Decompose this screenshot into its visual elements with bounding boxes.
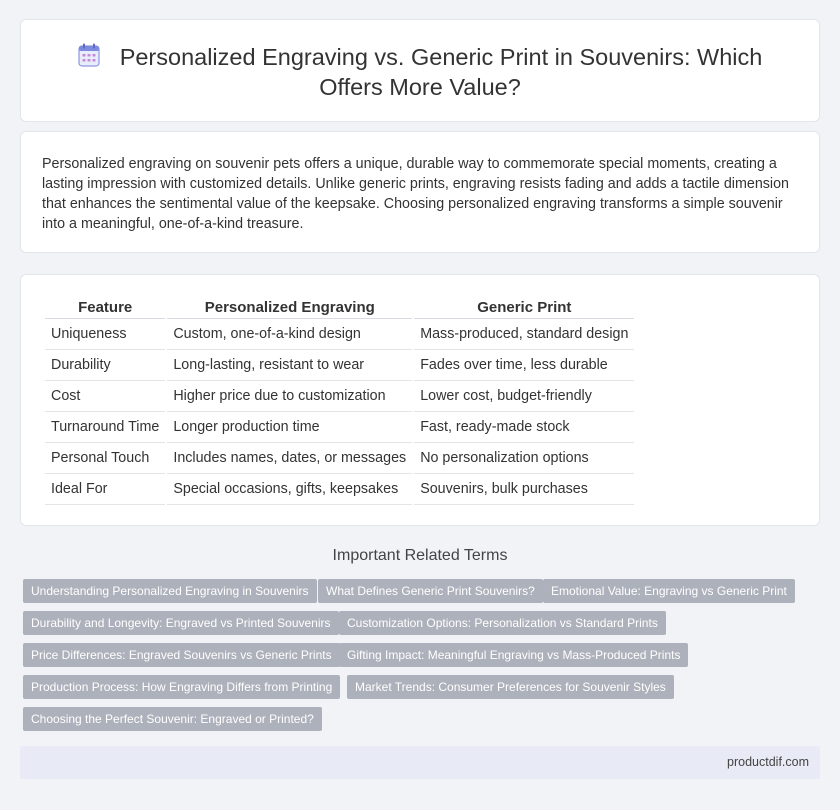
table-cell: Custom, one-of-a-kind design bbox=[167, 319, 412, 350]
table-cell: Long-lasting, resistant to wear bbox=[167, 350, 412, 381]
related-term-tag[interactable]: Production Process: How Engraving Differs from Printing bbox=[23, 675, 340, 699]
table-row bbox=[45, 350, 634, 381]
title-card bbox=[20, 19, 820, 122]
table-cell: Higher price due to customization bbox=[167, 381, 412, 412]
table-row bbox=[45, 474, 634, 505]
table-cell: Longer production time bbox=[167, 412, 412, 443]
table-cell: Mass-produced, standard design bbox=[414, 319, 634, 350]
intro-paragraph: Personalized engraving on souvenir pets offers a unique, durable way to commemorate special moments, creating a lasting impression with customized details. Unlike generic prints, engraving resists fading and adds a tactile dimension that enhances the sentimental value of the keepsake. Choosing personalized engraving transforms a simple souvenir into a meaningful, one-of-a-kind treasure. bbox=[42, 156, 789, 232]
related-term-tag[interactable]: Market Trends: Consumer Preferences for Souvenir Styles bbox=[347, 675, 674, 699]
table-header-row bbox=[45, 296, 634, 319]
table-row bbox=[45, 381, 634, 412]
table-row bbox=[45, 319, 634, 350]
table-cell: Cost bbox=[45, 381, 165, 412]
table-cell: Uniqueness bbox=[45, 319, 165, 350]
comparison-table bbox=[43, 296, 636, 505]
intro-card bbox=[20, 131, 820, 253]
column-header: Generic Print bbox=[414, 296, 634, 319]
related-term-tag[interactable]: Gifting Impact: Meaningful Engraving vs Mass-Produced Prints bbox=[339, 643, 688, 667]
table-cell: Includes names, dates, or messages bbox=[167, 443, 412, 474]
table-cell: No personalization options bbox=[414, 443, 634, 474]
title-line-2: Offers More Value? bbox=[319, 74, 521, 100]
related-term-tag[interactable]: What Defines Generic Print Souvenirs? bbox=[318, 579, 543, 603]
column-header: Personalized Engraving bbox=[167, 296, 412, 319]
related-term-tag[interactable]: Emotional Value: Engraving vs Generic Print bbox=[543, 579, 795, 603]
calendar-icon bbox=[78, 43, 100, 67]
table-cell: Lower cost, budget-friendly bbox=[414, 381, 634, 412]
table-cell: Fast, ready-made stock bbox=[414, 412, 634, 443]
table-cell: Souvenirs, bulk purchases bbox=[414, 474, 634, 505]
comparison-card bbox=[20, 274, 820, 526]
related-term-tag[interactable]: Durability and Longevity: Engraved vs Printed Souvenirs bbox=[23, 611, 339, 635]
related-term-tag[interactable]: Customization Options: Personalization vs Standard Prints bbox=[339, 611, 666, 635]
table-cell: Personal Touch bbox=[45, 443, 165, 474]
table-row bbox=[45, 412, 634, 443]
table-cell: Durability bbox=[45, 350, 165, 381]
title-line-1: Personalized Engraving vs. Generic Print in Souvenirs: Which bbox=[119, 44, 763, 70]
related-terms-heading: Important Related Terms bbox=[332, 547, 508, 564]
table-cell: Ideal For bbox=[45, 474, 165, 505]
related-term-tag[interactable]: Price Differences: Engraved Souvenirs vs Generic Prints bbox=[23, 643, 340, 667]
column-header: Feature bbox=[45, 296, 165, 319]
site-link[interactable]: productdif.com bbox=[727, 755, 809, 769]
table-cell: Special occasions, gifts, keepsakes bbox=[167, 474, 412, 505]
related-term-tag[interactable]: Understanding Personalized Engraving in Souvenirs bbox=[23, 579, 317, 603]
page-title bbox=[21, 42, 819, 102]
related-term-tag[interactable]: Choosing the Perfect Souvenir: Engraved or Printed? bbox=[23, 707, 322, 731]
footer bbox=[20, 746, 820, 779]
table-row bbox=[45, 443, 634, 474]
table-cell: Turnaround Time bbox=[45, 412, 165, 443]
table-cell: Fades over time, less durable bbox=[414, 350, 634, 381]
